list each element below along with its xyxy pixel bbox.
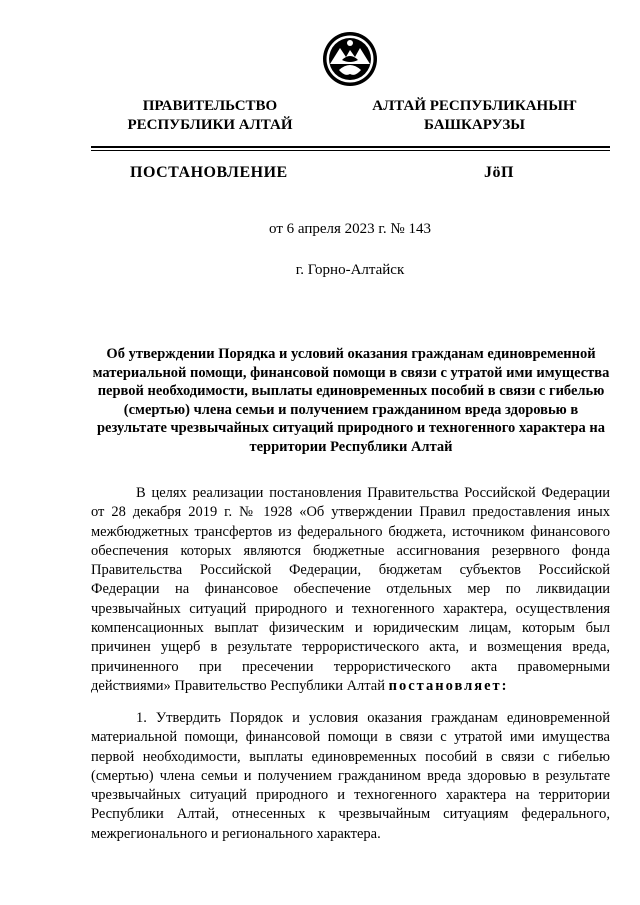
preamble-paragraph (91, 484, 610, 696)
header-divider-thick (91, 146, 610, 148)
item-1-paragraph: 1. Утвердить Порядок и условия оказания гражданам единовременной материальной помощи, финансовой помощи в связи с утратой ими имущества первой необходимости, выплаты единовременных пособий в связи с гибелью (смертью) члена семьи и получением гражданином вреда здоровью в результате чрезвычайных ситуаций природного и техногенного характера на территории Республики Алтай, отнесенных к чрезвычайным ситуациям федерального, межрегионального и регионального характера. (91, 710, 610, 842)
government-name-russian (110, 97, 310, 135)
altai-republic-emblem-icon (322, 30, 378, 88)
government-name-altai-line-1: АЛТАЙ РЕСПУБЛИКАНЫҤ (372, 98, 577, 114)
government-name-line-1: ПРАВИТЕЛЬСТВО (142, 98, 278, 114)
government-name-altai (372, 97, 577, 135)
header-divider-thin (91, 150, 610, 151)
decree-city: г. Горно-Алтайск (295, 262, 405, 278)
decree-title-russian: ПОСТАНОВЛЕНИЕ (130, 164, 288, 181)
government-name-line-2: РЕСПУБЛИКИ АЛТАЙ (127, 117, 293, 133)
decree-title-altai: JӧП (484, 164, 514, 181)
resolves-keyword: постановляет: (388, 677, 509, 694)
decree-date-number: от 6 апреля 2023 г. № 143 (269, 221, 431, 237)
preamble-text: В целях реализации постановления Правительства Российской Федерации от 28 декабря 2019 г. № 1928 «Об утверждении Правил предоставления иных межбюджетных трансфертов из федерального бюджета, источником финансового обеспечения которых являются бюджетные ассигнования резервного фонда Правительства Российской Федерации, бюджетам субъектов Российской Федерации на финансовое обеспечение отдельных мер по ликвидации чрезвычайных ситуаций природного и техногенного характера, осуществления компенсационных выплат физическим и юридическим лицам, которым был причинен ущерб в результате террористического акта, и возмещения вреда, причиненного при пресечении террористического акта правомерными действиями» Правительство Республики Алтай (91, 485, 610, 694)
government-name-altai-line-2: БАШКАРУЗЫ (424, 117, 525, 133)
document-subject: Об утверждении Порядка и условий оказания гражданам единовременной материальной помощи, финансовой помощи в связи с утратой ими имущества первой необходимости, выплаты единовременных пособий в связи с гибелью (смертью) члена семьи и получением гражданином вреда здоровью в результате чрезвычайных ситуаций природного и техногенного характера на территории Республики Алтай (92, 346, 610, 455)
